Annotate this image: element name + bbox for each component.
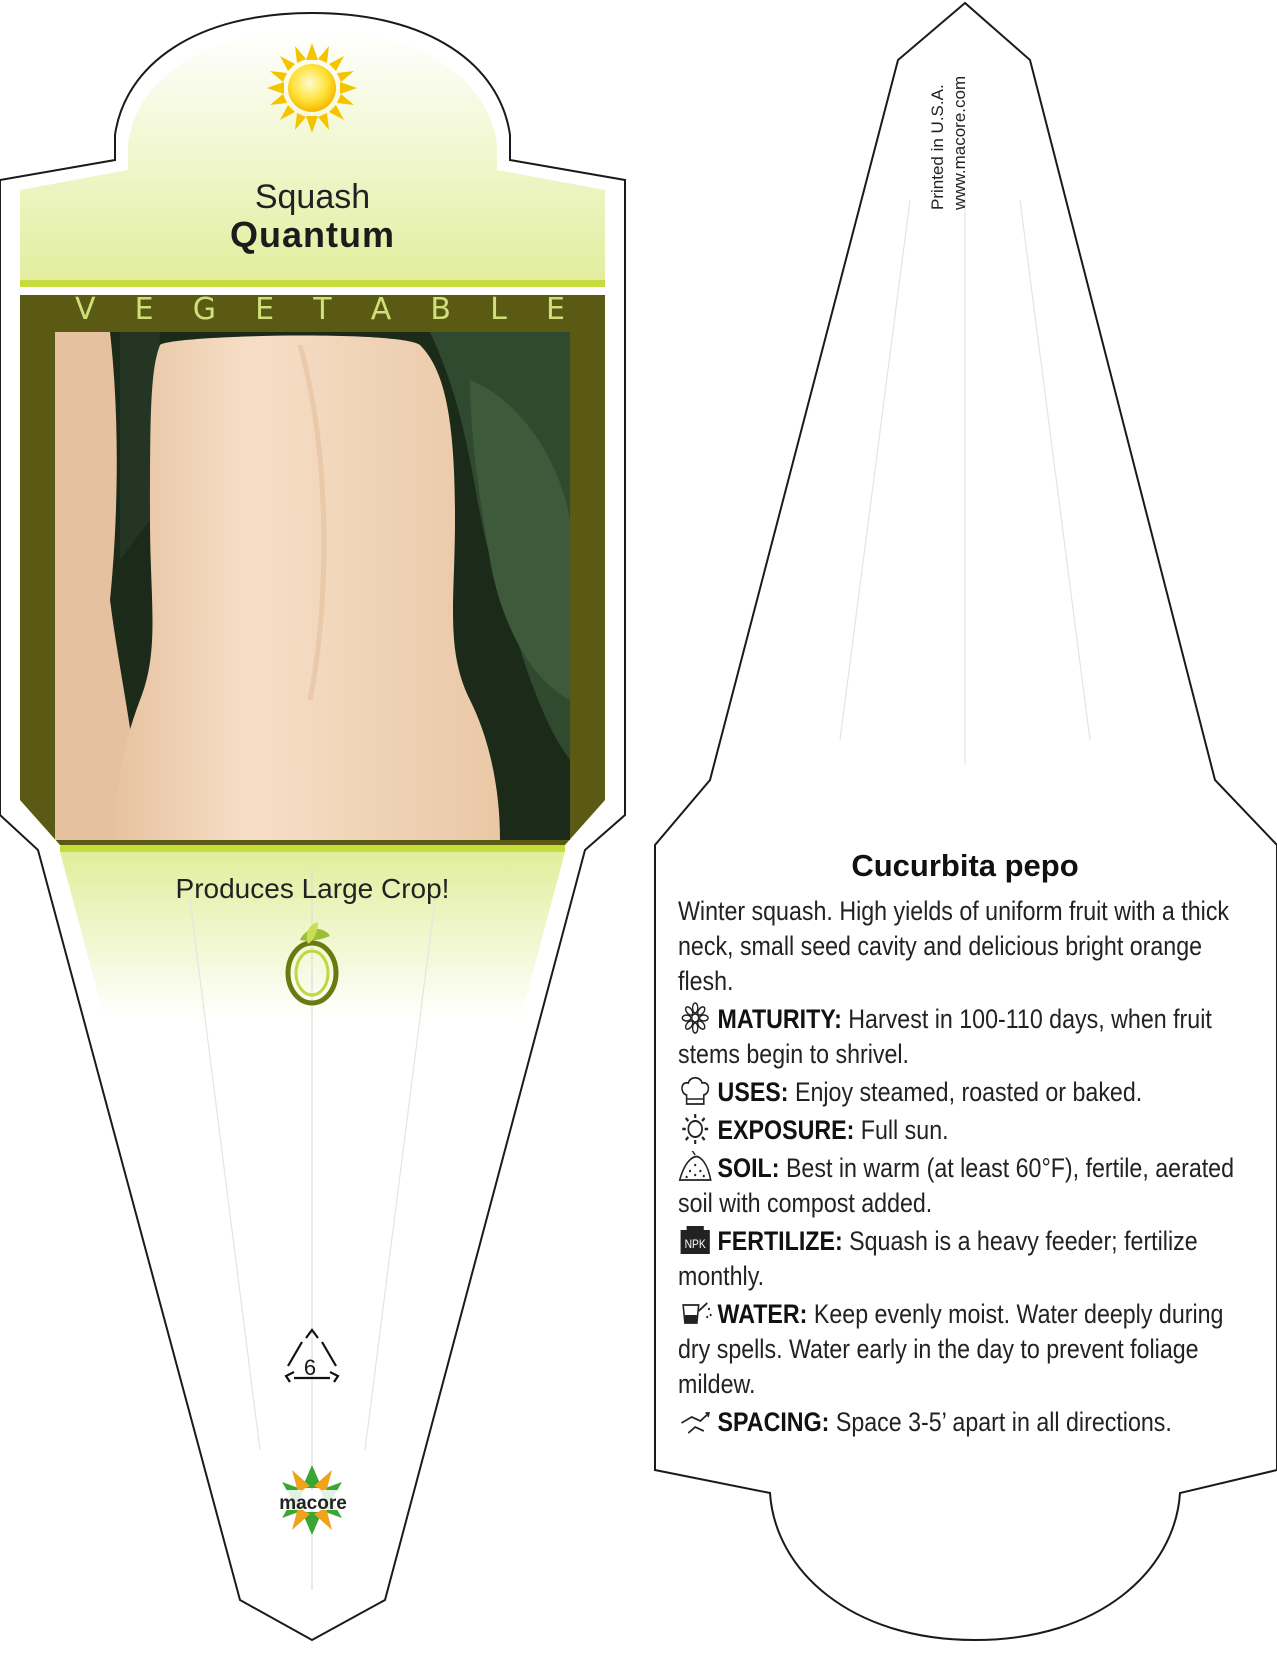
sun-icon [678,1113,712,1145]
section-label: MATURITY: [717,1004,842,1034]
section-water [678,1297,1259,1402]
section-exposure [678,1113,1259,1148]
spacing-arrows-icon [678,1405,712,1437]
plant-name: Squash [254,178,371,216]
category-letter: E [255,292,275,327]
section-label: FERTILIZE: [717,1226,843,1256]
section-label: SOIL: [717,1153,780,1183]
flower-icon [678,1002,712,1034]
section-label: EXPOSURE: [717,1115,855,1145]
recycle-number: 6 [303,1355,317,1380]
section-text: Best in warm (at least 60°F), fertile, aerated soil with compost added. [678,1153,1235,1218]
svg-text:NPK: NPK [684,1238,706,1252]
section-text: Keep evenly moist. Water deeply during dry spells. Water early in the day to prevent foliage mildew. [678,1299,1224,1399]
category-letter: E [134,292,154,327]
squash-photo [55,332,570,840]
category-letter: V [75,292,96,327]
category-letter: G [192,292,217,327]
tagline: Produces Large Crop! [175,873,450,904]
description: Winter squash. High yields of uniform fruit with a thick neck, small seed cavity and delicious bright orange flesh. [678,896,1230,996]
category-letter: B [430,292,452,327]
print-line-1: Printed in U.S.A. [928,84,947,210]
section-spacing [678,1405,1259,1440]
brand-name: macore [279,1493,347,1514]
npk-icon [678,1224,712,1256]
soil-pile-icon [678,1151,712,1183]
variety-name: Quantum [230,214,395,255]
category-letter: T [313,292,332,327]
category-letter: A [370,292,392,327]
section-uses [678,1075,1259,1110]
watering-can-icon [678,1297,712,1329]
care-instructions [678,894,1259,1443]
print-line-2: www.macore.com [950,75,969,210]
section-maturity [678,1002,1259,1072]
sun-exposure-icon [267,43,357,133]
category-letter: L [490,292,507,327]
species-name: Cucurbita pepo [851,848,1079,883]
section-text: Full sun. [860,1115,949,1145]
section-text: Squash is a heavy feeder; fertilize monthly. [678,1226,1198,1291]
chef-hat-icon [678,1075,712,1107]
section-label: WATER: [717,1299,808,1329]
category-label [20,292,605,332]
section-fertilize [678,1224,1259,1294]
section-label: SPACING: [717,1407,830,1437]
section-text: Enjoy steamed, roasted or baked. [795,1077,1143,1107]
section-text: Space 3-5’ apart in all directions. [835,1407,1172,1437]
category-letter: E [546,292,565,327]
print-info [927,20,971,210]
section-text: Harvest in 100-110 days, when fruit stems begin to shrivel. [678,1004,1212,1069]
section-label: USES: [717,1077,789,1107]
section-soil [678,1151,1259,1221]
